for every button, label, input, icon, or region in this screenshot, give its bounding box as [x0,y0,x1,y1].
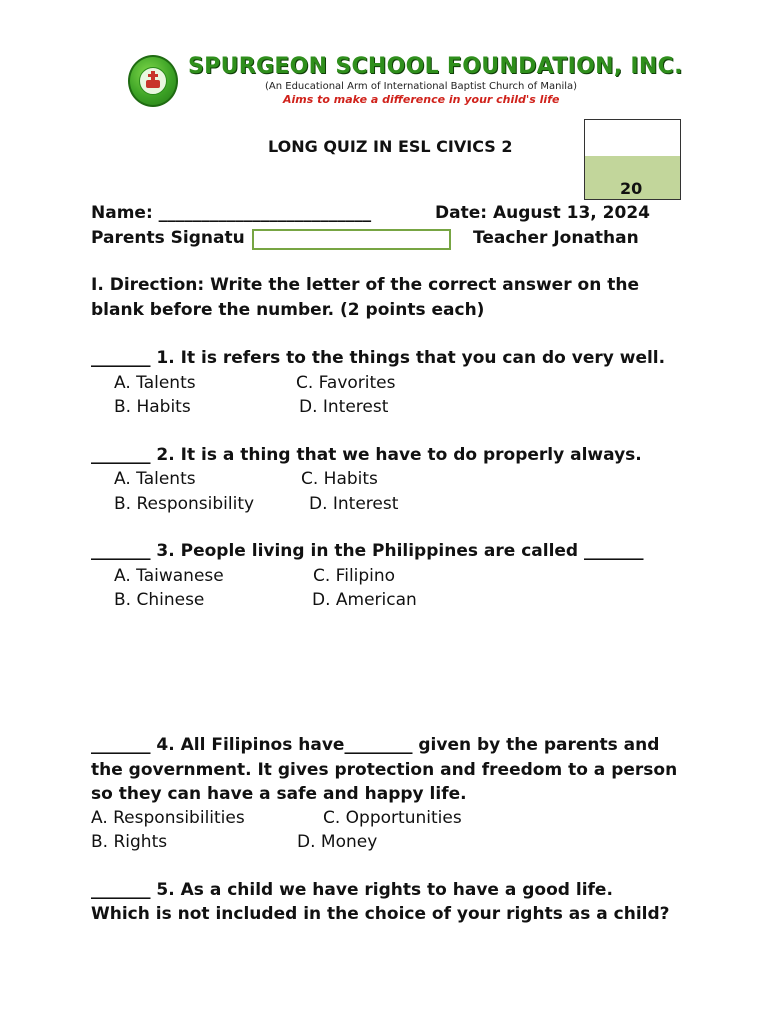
direction-line-1: I. Direction: Write the letter of the correct answer on the [91,275,639,295]
q2-choice-a: A. Talents [114,469,196,489]
signature-box [252,229,451,250]
direction-line-2: blank before the number. (2 points each) [91,300,485,320]
question-5-line-1: _______ 5. As a child we have rights to have a good life. [91,880,613,900]
q3-choice-a: A. Taiwanese [114,566,224,586]
question-4-line-1: _______ 4. All Filipinos have________ given by the parents and [91,735,660,755]
q2-choice-c: C. Habits [301,469,378,489]
score-box-earned [584,119,681,158]
score-total: 20 [620,179,643,198]
q1-choice-a: A. Talents [114,373,196,393]
q4-choice-c: C. Opportunities [323,808,462,828]
question-4-line-2: the government. It gives protection and freedom to a person [91,760,678,780]
q1-choice-c: C. Favorites [296,373,396,393]
q2-choice-b: B. Responsibility [114,494,255,514]
question-1: _______ 1. It is refers to the things that you can do very well. [91,348,666,368]
school-logo [128,55,178,107]
q4-choice-a: A. Responsibilities [91,808,245,828]
q3-choice-c: C. Filipino [313,566,396,586]
q3-choice-b: B. Chinese [114,590,205,610]
question-3: _______ 3. People living in the Philippines are called _______ [91,541,644,561]
q3-choice-d: D. American [312,590,417,610]
school-name: SPURGEON SCHOOL FOUNDATION, INC. [188,54,683,79]
name-field: Name: _________________________ [91,203,372,223]
school-affiliation: (An Educational Arm of International Baptist Church of Manila) [265,81,578,92]
quiz-date: Date: August 13, 2024 [435,203,650,223]
quiz-title: LONG QUIZ IN ESL CIVICS 2 [268,137,513,156]
q4-choice-b: B. Rights [91,832,168,852]
q4-choice-d: D. Money [297,832,378,852]
school-motto: Aims to make a difference in your child's life [283,93,560,106]
parents-signature-label: Parents Signatu [91,228,245,248]
question-2: _______ 2. It is a thing that we have to do properly always. [91,445,642,465]
question-5-line-2: Which is not included in the choice of your rights as a child? [91,904,670,924]
question-4-line-3: so they can have a safe and happy life. [91,784,467,804]
q2-choice-d: D. Interest [309,494,399,514]
q1-choice-b: B. Habits [114,397,191,417]
bible-cross-icon [139,67,167,95]
teacher-name: Teacher Jonathan [473,228,639,248]
q1-choice-d: D. Interest [299,397,389,417]
